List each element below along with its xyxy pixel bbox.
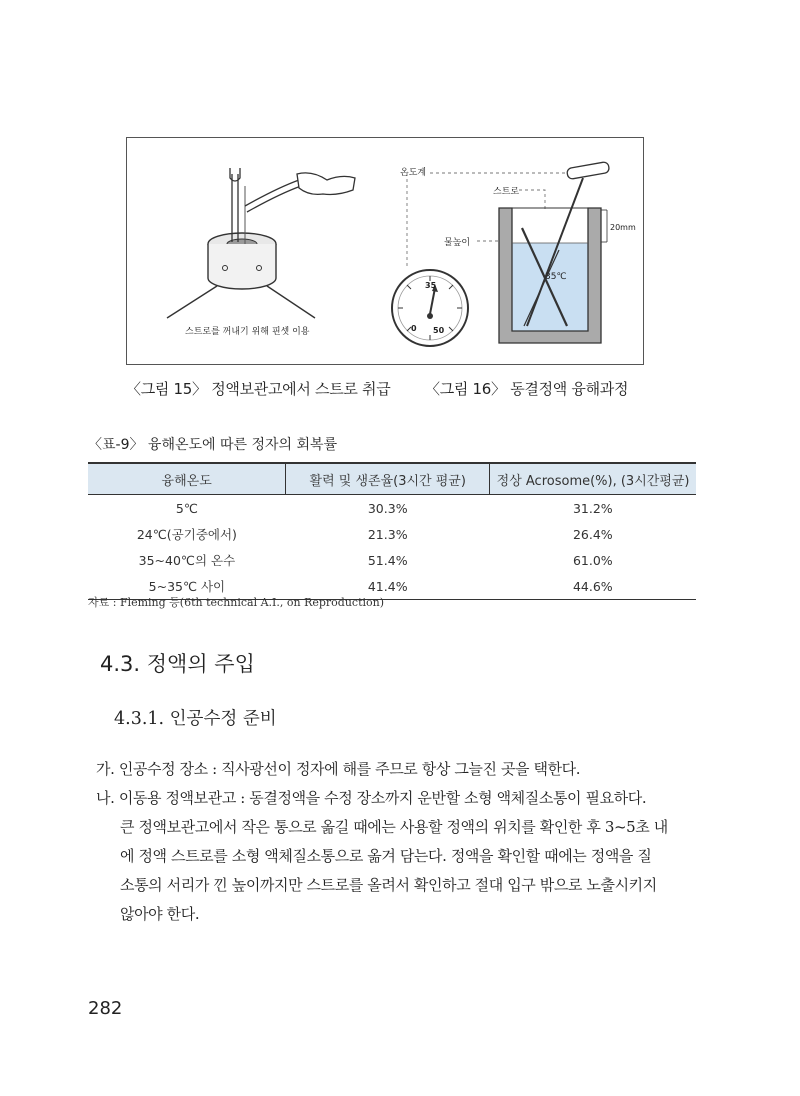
table-row [88,547,696,573]
column-header-acrosome: 정상 Acrosome(%), (3시간평균) [490,463,696,495]
fig16-label-straw: 스트로 [493,187,520,197]
figure-15-caption: 〈그림 15〉 정액보관고에서 스트로 취급 [126,380,391,398]
table-header-row [88,463,696,495]
table-cell: 41.4% [286,573,490,600]
paragraph-line: 에 정액 스트로를 소형 액체질소통으로 옮겨 담는다. 정액을 확인할 때에는 정액을 질 [120,847,652,865]
paragraph-line: 나. 이동용 정액보관고 : 동결정액을 수정 장소까지 운반할 소형 액체질소통이 필요하다. [96,789,647,807]
table-cell: 5℃ [175,500,198,516]
table-cell: 44.6% [490,573,696,600]
figure-illustrations [127,138,645,366]
paragraph-line: 가. 인공수정 장소 : 직사광선이 정자에 해를 주므로 항상 그늘진 곳을 택한다. [96,760,581,778]
table-cell: 24℃(공기중에서) [136,527,237,542]
fig15-inner-label: 스트로를 꺼내기 위해 핀셋 이용 [185,327,310,337]
column-header-thaw-temp: 융해온도 [88,463,286,495]
paragraph-line: 소통의 서리가 낀 높이까지만 스트로를 올려서 확인하고 절대 입구 밖으로 노출시키지 [120,876,657,894]
table-source-note: 자료 : Fleming 등(6th technical A.I., on Reproduction) [88,596,385,609]
fig15-illustration [167,168,355,318]
paragraph-line: 않아야 한다. [120,905,200,923]
table-cell: 51.4% [367,552,408,568]
subsection-heading: 4.3.1. 인공수정 준비 [114,709,277,729]
fig16-label-water-level: 물높이 [444,238,471,248]
table-cell: 26.4% [572,526,613,542]
table-row [88,521,696,547]
figure-16-caption: 〈그림 16〉 동결정액 융해과정 [425,380,629,398]
paragraph-line: 큰 정액보관고에서 작은 통으로 옮길 때에는 사용할 정액의 위치를 확인한 후 3~5초 내 [120,818,668,836]
fig16-label-temp: 35℃ [545,272,567,282]
dial-label-0: 0 [411,324,417,333]
fig16-label-depth: 20mm [610,223,636,232]
table-cell: 31.2% [572,500,613,516]
dial-label-50: 50 [433,326,445,335]
fig16-label-thermometer: 온도계 [400,168,427,178]
body-paragraph-na [96,784,702,929]
table-cell: 61.0% [572,552,613,568]
column-header-motility: 활력 및 생존율(3시간 평균) [286,463,490,495]
table-cell: 30.3% [367,500,408,516]
figure-panel [126,137,644,365]
table-row [88,495,696,522]
table-caption: 〈표-9〉 융해온도에 따른 정자의 회복률 [88,437,338,453]
table-cell: 21.3% [367,526,408,542]
table-cell: 35~40℃의 온수 [138,553,236,568]
body-paragraph-ga [96,755,702,784]
recovery-rate-table [88,462,696,600]
page-number: 282 [88,998,123,1019]
section-heading: 4.3. 정액의 주입 [100,652,255,676]
table-cell: 5~35℃ 사이 [88,573,286,600]
dial-label-35: 35 [425,281,437,290]
